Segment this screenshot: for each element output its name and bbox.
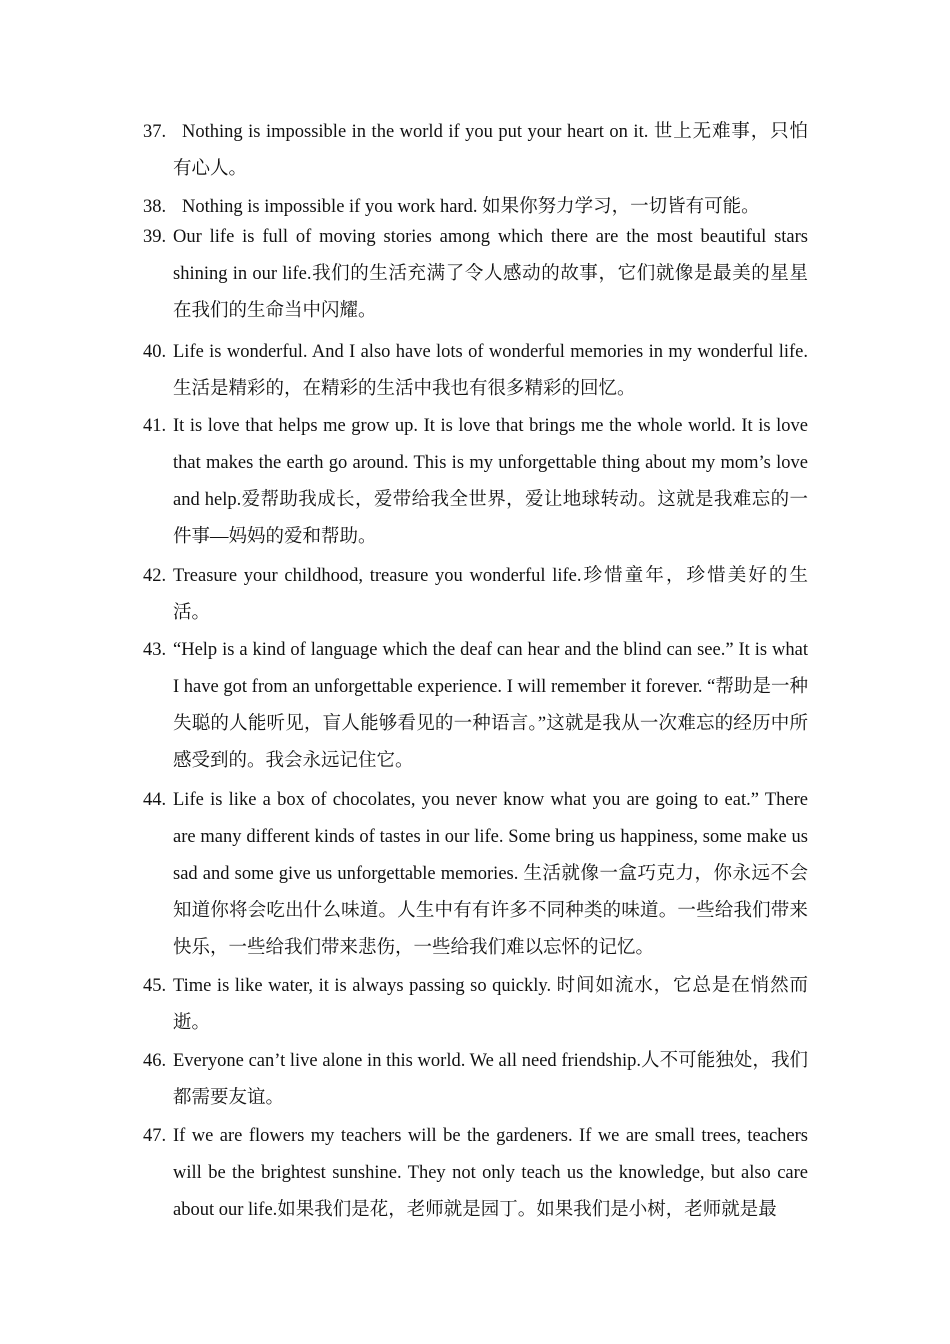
item-text: It is love that helps me grow up. It is love that brings me the whole world. It is love that makes the earth go around. This is my unforgettable thing about my mom’s love and help.爱帮助我成长，爱带给我全世界，爱让地球转动。这就是我难忘的一件事—妈妈的爱和帮助。	[173, 416, 808, 547]
item-text: Nothing is impossible if you work hard. 如果你努力学习，一切皆有可能。	[182, 197, 760, 217]
list-item-47	[143, 1118, 808, 1229]
item-text: Treasure your childhood, treasure you wonderful life.珍惜童年，珍惜美好的生活。	[173, 566, 808, 623]
item-text: Nothing is impossible in the world if you put your heart on it. 世上无难事，只怕有心人。	[173, 122, 808, 179]
item-text: Life is wonderful. And I also have lots of wonderful memories in my wonderful life. 生活是精彩的，在精彩的生活中我也有很多精彩的回忆。	[173, 342, 808, 399]
item-number: 40.	[143, 342, 167, 362]
item-number: 44.	[143, 790, 167, 810]
item-number: 38.	[143, 197, 167, 217]
list-item-37	[143, 114, 808, 188]
list-item-46	[143, 1043, 808, 1117]
item-text: Time is like water, it is always passing so quickly. 时间如流水，它总是在悄然而逝。	[173, 976, 808, 1033]
item-number: 47.	[143, 1126, 167, 1146]
item-text: Everyone can’t live alone in this world. We all need friendship.人不可能独处，我们都需要友谊。	[173, 1051, 808, 1108]
list-item-44	[143, 782, 808, 967]
list-item-42	[143, 558, 808, 632]
list-item-41	[143, 408, 808, 556]
list-item-40	[143, 334, 808, 408]
item-number: 41.	[143, 416, 167, 436]
item-text: Our life is full of moving stories among which there are the most beautiful stars shining in our life.我们的生活充满了令人感动的故事，它们就像是最美的星星在我们的生命当中闪耀。	[173, 227, 808, 321]
list-item-39	[143, 219, 808, 330]
item-number: 42.	[143, 566, 167, 586]
list-item-45	[143, 968, 808, 1042]
item-number: 46.	[143, 1051, 167, 1071]
item-text: If we are flowers my teachers will be the gardeners. If we are small trees, teachers will be the brightest sunshine. They not only teach us the knowledge, but also care about our life.如果我们是花，老师就是园丁。如果我们是小树，老师就是最	[173, 1126, 808, 1220]
item-number: 39.	[143, 227, 167, 247]
item-text: “Help is a kind of language which the deaf can hear and the blind can see.” It is what I have got from an unforgettable experience. I will remember it forever. “帮助是一种失聪的人能听见，盲人能够看见的一种语言。”这就是我从一次难忘的经历中所感受到的。我会永远记住它。	[173, 640, 808, 771]
item-number: 43.	[143, 640, 167, 660]
list-item-43	[143, 632, 808, 780]
item-number: 45.	[143, 976, 167, 996]
item-number: 37.	[143, 122, 167, 142]
item-text: Life is like a box of chocolates, you never know what you are going to eat.” There are many different kinds of tastes in our life. Some bring us happiness, some make us sad and some give us unforgettable memories. 生活就像一盒巧克力，你永远不会知道你将会吃出什么味道。人生中有有许多不同种类的味道。一些给我们带来快乐，一些给我们带来悲伤，一些给我们难以忘怀的记忆。	[173, 790, 808, 958]
